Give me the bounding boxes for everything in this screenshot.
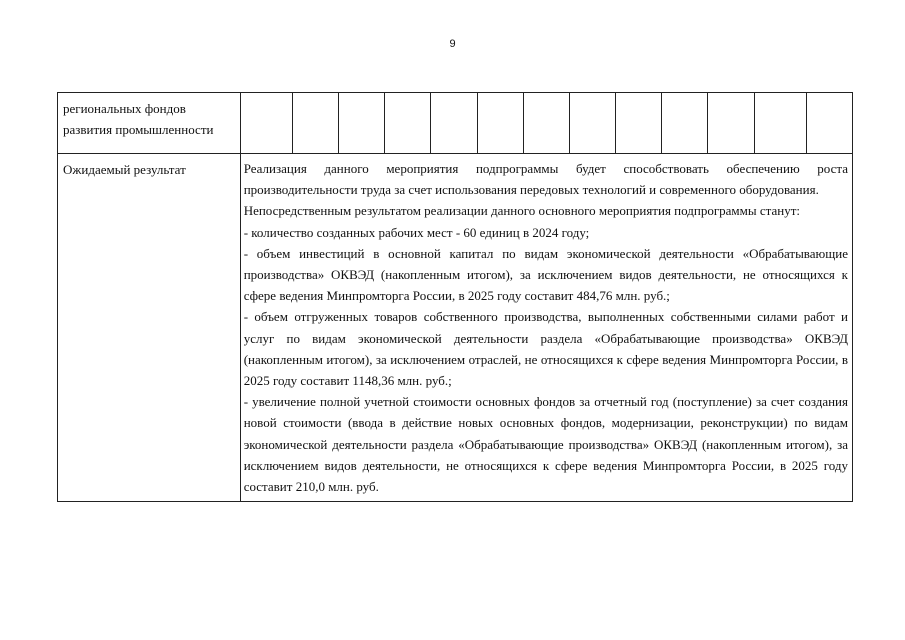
table-cell: [616, 93, 662, 154]
table-cell: [431, 93, 477, 154]
result-item-shipped-goods: - объем отгруженных товаров собственного производства, выполненных собственными силами работ и услуг по видам экономической деятельности раздела «Обрабатывающие производства» ОКВЭД (накопленным итогом), за исключением отраслей, не относящихся к сфере ведения Минпромторга России, в 2025 году составит 1148,36 млн. руб.;: [243, 309, 848, 389]
table-cell: [806, 93, 852, 154]
table-cell: [240, 93, 292, 154]
table-row-expected-result: [58, 154, 853, 502]
row-label-line-1: региональных фондов: [63, 101, 186, 116]
table-cell: [708, 93, 754, 154]
page-number: 9: [449, 38, 456, 50]
table-cell: [754, 93, 806, 154]
program-table: [57, 92, 853, 502]
result-paragraph-2: Непосредственным результатом реализации данного основного мероприятия подпрограммы станут:: [243, 203, 800, 219]
result-item-jobs: - количество созданных рабочих мест - 60 единиц в 2024 году;: [243, 224, 590, 240]
table-cell: [477, 93, 523, 154]
table-row-funds: [58, 93, 853, 154]
result-paragraph-1: Реализация данного мероприятия подпрограммы будет способствовать обеспечению роста производительности труда за счет использования передовых технологий и современного оборудования.: [243, 161, 848, 198]
result-item-fixed-assets: - увеличение полной учетной стоимости основных фондов за отчетный год (поступление) за счет создания новой стоимости (ввода в действие новых основных фондов, модернизации, реконструкции) по видам экономической деятельности раздела «Обрабатывающие производства» ОКВЭД (накопленным итогом), за исключением видов деятельности, не относящихся к сфере ведения Минпромторга России, в 2025 году составит 210,0 млн. руб.: [243, 394, 848, 495]
table-cell: [523, 93, 569, 154]
table-cell: [292, 93, 338, 154]
table-cell: [569, 93, 615, 154]
row-label-funds: [58, 93, 241, 154]
table-cell: [385, 93, 431, 154]
expected-result-text: [240, 154, 852, 502]
result-item-investments: - объем инвестиций в основной капитал по видам экономической деятельности «Обрабатывающие производства» ОКВЭД (накопленным итогом), за исключением видов деятельности, не относящихся к сфере ведения Минпромторга России, в 2025 году составит 484,76 млн. руб.;: [243, 245, 848, 304]
table-cell: [662, 93, 708, 154]
row-label-expected-result: Ожидаемый результат: [58, 154, 241, 502]
table-cell: [339, 93, 385, 154]
row-label-line-2: развития промышленности: [63, 122, 214, 137]
